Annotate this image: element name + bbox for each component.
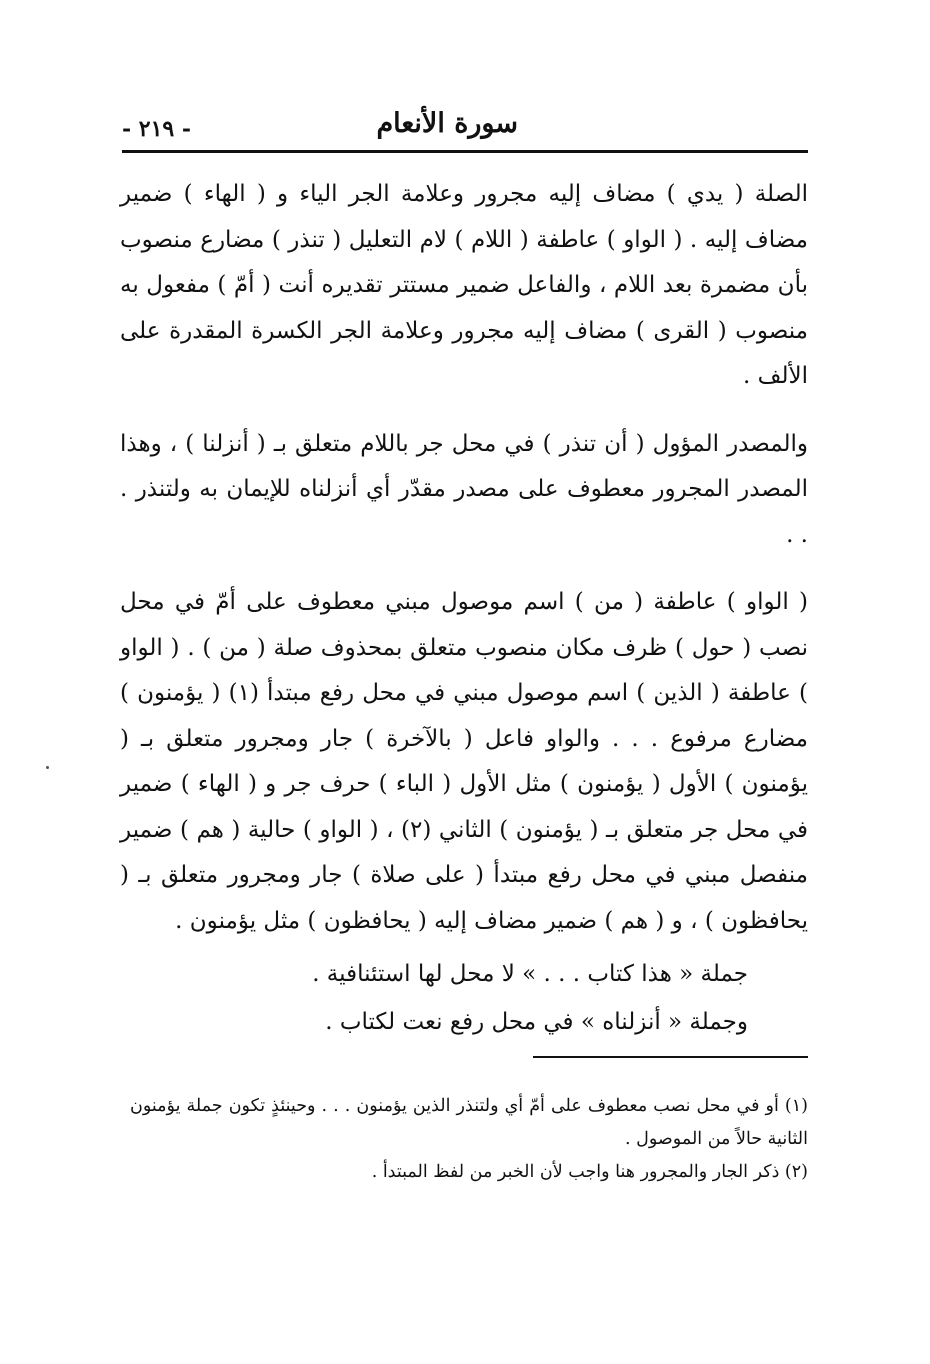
paragraph-1: الصلة ( يدي ) مضاف إليه مجرور وعلامة الجر الياء و ( الهاء ) ضمير مضاف إليه . ( الواو ) عاطفة ( اللام ) لام التعليل ( تنذر ) مضارع منصوب بأن مضمرة بعد اللام ، والفاعل ضمير مستتر تقديره أنت ( أمّ ) مفعول به منصوب ( القرى ) مضاف إليه مجرور وعلامة الجر الكسرة المقدرة على الألف .: [120, 181, 808, 389]
header-divider: [122, 150, 808, 153]
footnotes: [130, 1090, 808, 1189]
page-number: - ٢١٩ -: [122, 116, 192, 142]
scan-speck: [46, 766, 49, 769]
paragraph-2: والمصدر المؤول ( أن تنذر ) في محل جر باللام متعلق بـ ( أنزلنا ) ، وهذا المصدر المجرور معطوف على مصدر مقدّر أي أنزلناه للإيمان به ولتنذر . . .: [120, 430, 808, 548]
sentence-2: وجملة « أنزلناه » في محل رفع نعت لكتاب .: [325, 1009, 748, 1035]
page-header: [122, 98, 808, 148]
footnote-1: (١) أو في محل نصب معطوف على أمّ أي ولتنذر الذين يؤمنون . . . وحينئذٍ تكون جملة يؤمنون الثانية حالاً من الموصول .: [130, 1096, 808, 1149]
paragraph-3: ( الواو ) عاطفة ( من ) اسم موصول مبني معطوف على أمّ في محل نصب ( حول ) ظرف مكان منصوب متعلق بمحذوف صلة ( من ) . ( الواو ) عاطفة ( الذين ) اسم موصول مبني في محل رفع مبتدأ (١) ( يؤمنون ) مضارع مرفوع . . . والواو فاعل ( بالآخرة ) جار ومجرور متعلق بـ ( يؤمنون ) الأول ( يؤمنون ) مثل الأول ( الباء ) حرف جر و ( الهاء ) ضمير في محل جر متعلق بـ ( يؤمنون ) الثاني (٢) ، ( الواو ) حالية ( هم ) ضمير منفصل مبني في محل رفع مبتدأ ( على صلاة ) جار ومجرور متعلق بـ ( يحافظون ) ، و ( هم ) ضمير مضاف إليه ( يحافظون ) مثل يؤمنون .: [120, 589, 808, 934]
surah-title: سورة الأنعام: [376, 108, 518, 139]
main-text: [120, 172, 808, 1046]
footnote-divider: [533, 1056, 808, 1058]
footnote-2: (٢) ذكر الجار والمجرور هنا واجب لأن الخبر من لفظ المبتدأ .: [371, 1162, 808, 1182]
sentence-1: جملة « هذا كتاب . . . » لا محل لها استئنافية .: [312, 961, 748, 987]
